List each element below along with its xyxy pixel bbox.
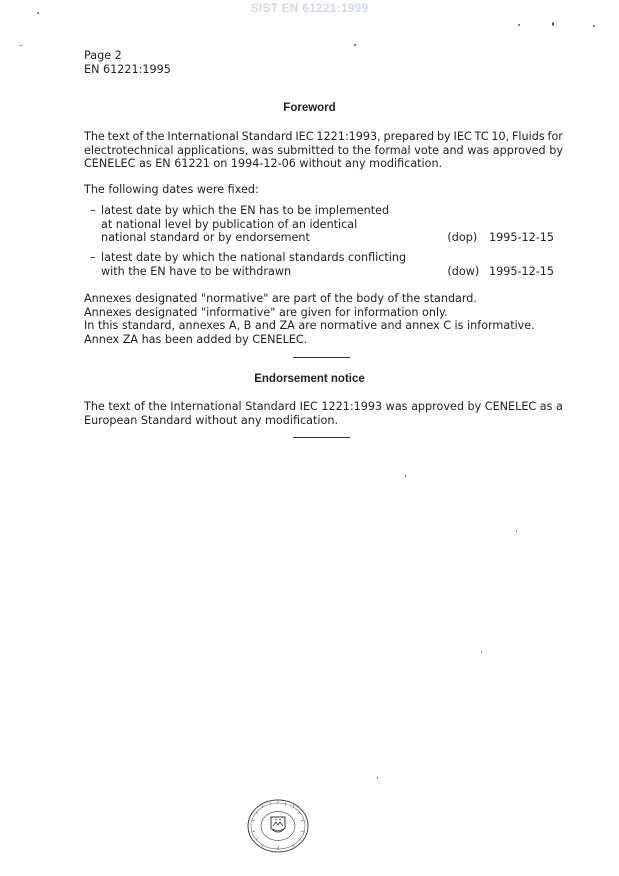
section-divider (293, 357, 350, 358)
word: IEC (299, 400, 318, 413)
scan-speck (552, 22, 554, 26)
date-value: 1995-12-15 (488, 231, 554, 245)
list-dash: – (90, 251, 96, 264)
word: was (251, 143, 274, 157)
institute-seal (246, 798, 310, 854)
scan-speck (481, 651, 482, 653)
word: TC (474, 130, 489, 143)
scan-speck (518, 24, 520, 26)
date-item-line: national standard or by endorsement (101, 231, 310, 245)
svg-text:4: 4 (277, 846, 280, 851)
word: The (84, 400, 105, 413)
page-header (84, 49, 171, 77)
annex-note (84, 292, 563, 346)
document-watermark: SIST EN 61221:1999 (250, 1, 369, 15)
scan-speck (377, 777, 378, 779)
scan-speck (405, 475, 406, 477)
endorsement-line: European Standard without any modification. (84, 413, 339, 427)
date-item-line: latest date by which the EN has to be implemented (101, 204, 390, 217)
word: CENELEC (484, 400, 537, 413)
scan-speck (593, 25, 595, 27)
scan-speck (354, 44, 356, 46)
word: 1221:1993, (316, 130, 381, 143)
word: International (167, 130, 239, 143)
word: the (148, 400, 167, 413)
word: for (547, 130, 563, 143)
word: 10, (491, 130, 510, 143)
scan-speck (37, 12, 39, 14)
word: IEC (295, 130, 314, 143)
scan-speck (516, 530, 517, 532)
word: vote (414, 143, 439, 157)
foreword-intro (84, 130, 563, 171)
word: of (134, 400, 145, 413)
word: applications, (177, 143, 249, 157)
foreword-heading: Foreword (283, 102, 336, 114)
word: by (436, 130, 451, 143)
foreword-intro-line: CENELEC as EN 61221 on 1994-12-06 without any modification. (84, 157, 443, 171)
annex-line: Annex ZA has been added by CENELEC. (84, 332, 308, 346)
text-run (84, 130, 563, 144)
annex-line: Annexes designated "normative" are part of the body of the standard. (84, 292, 477, 305)
text-run (84, 144, 563, 158)
foreword-intro-line (84, 144, 563, 158)
word: by (549, 143, 563, 157)
word: Standard (241, 130, 293, 143)
word: the (352, 143, 371, 157)
date-value: 1995-12-15 (488, 264, 554, 278)
word: text (108, 400, 131, 413)
word: as (539, 400, 553, 413)
dates-intro: The following dates were fixed: (84, 183, 259, 196)
word: and (442, 143, 464, 157)
date-item-dop (90, 204, 554, 245)
word: by (467, 400, 482, 413)
word: Standard (245, 400, 297, 413)
scan-speck (20, 45, 22, 46)
word: the (146, 130, 165, 143)
word: submitted (277, 143, 335, 157)
annex-line: In this standard, annexes A, B and ZA are normative and annex C is informative. (84, 319, 535, 333)
document-number: EN 61221:1995 (84, 63, 171, 76)
date-code: (dow) (447, 264, 480, 278)
endorsement-text (84, 400, 563, 427)
word: Fluids (511, 130, 545, 143)
foreword-intro-line (84, 130, 563, 144)
annex-line: Annexes designated "informative" are given for information only. (84, 305, 448, 319)
word: approved (492, 143, 546, 157)
date-item-dow (90, 251, 554, 278)
endorsement-heading: Endorsement notice (254, 373, 365, 385)
date-code: (dop) (447, 231, 478, 245)
word: to (337, 143, 349, 157)
date-item-line: with the EN have to be withdrawn (101, 264, 292, 278)
date-item-line: latest date by which the national standards conflicting (101, 251, 407, 264)
page-number: Page 2 (84, 49, 122, 62)
seal-graphic (246, 798, 310, 854)
word: The (84, 130, 105, 143)
word: 1221:1993 (321, 400, 383, 413)
word: electrotechnical (84, 143, 174, 157)
word: was (467, 143, 490, 157)
word: a (555, 400, 563, 413)
word: was (385, 400, 408, 413)
word: International (170, 400, 242, 413)
word: formal (374, 143, 411, 157)
word: text (107, 130, 130, 143)
end-divider (293, 437, 350, 438)
word: of (132, 130, 144, 143)
list-dash: – (90, 204, 96, 217)
word: prepared (383, 130, 435, 143)
word: IEC (453, 130, 472, 143)
text-run (84, 400, 563, 414)
endorsement-line (84, 400, 563, 414)
date-item-line: at national level by publication of an identical (101, 217, 358, 231)
word: approved (411, 400, 464, 413)
